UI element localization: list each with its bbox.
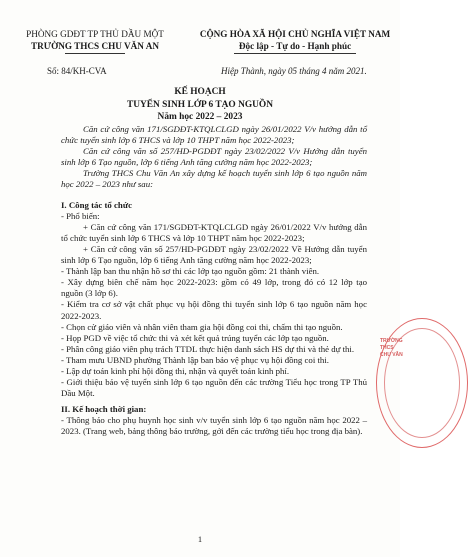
motto-underline [234, 53, 356, 54]
national-header [190, 28, 400, 54]
page-number: 1 [197, 534, 203, 544]
issuer-org: PHÒNG GDĐT TP THỦ DẦU MỘT [26, 29, 164, 39]
preamble-paragraph: Trường THCS Chu Văn An xây dựng kế hoạch tuyển sinh lớp 6 tạo nguồn năm học 2022 – 2023 như sau: [61, 168, 367, 190]
list-item: + Căn cứ công văn 171/SGDĐT-KTQLCLGD ngày 26/01/2022 V/v hướng dẫn tổ chức tuyển sinh lớp 6 THCS và lớp 10 THPT năm học 2022-2023; [61, 221, 367, 243]
official-seal-stamp [376, 318, 406, 448]
issuer-header [6, 28, 184, 54]
document-body [61, 124, 367, 438]
nation-name: CỘNG HÒA XÃ HỘI CHỦ NGHĨA VIỆT NAM [199, 29, 391, 39]
list-item: - Xây dựng biên chế năm học 2022-2023: gồm có 49 lớp, trong đó có 12 lớp tạo nguồn (3 lớp 6). [61, 277, 367, 299]
document-title [0, 86, 400, 124]
list-item: - Lập dự toán kinh phí hội đồng thi, nhận và quyết toán kinh phí. [61, 365, 290, 376]
list-item: - Giới thiệu bảo vệ tuyển sinh lớp 6 tạo nguồn đến các trường Tiểu học trong TP Thủ Dầu Một. [61, 377, 367, 399]
list-item: - Phân công giáo viên phụ trách TTDL thực hiện danh sách HS dự thi và thẻ dự thi. [61, 343, 355, 354]
list-item: - Phổ biến: [61, 210, 100, 221]
list-item: - Kiểm tra cơ sở vật chất phục vụ hội đồng thi tuyển sinh lớp 6 tạo nguồn năm học 2022-2023. [61, 299, 367, 321]
list-item: - Họp PGD về việc tổ chức thi và xét kết quả trúng tuyển các lớp tạo nguồn. [61, 332, 329, 343]
document-number: Số: 84/KH-CVA [47, 66, 107, 76]
issuer-school: TRƯỜNG THCS CHU VĂN AN [31, 41, 159, 51]
title-subject: TUYỂN SINH LỚP 6 TẠO NGUỒN [127, 99, 273, 110]
section-heading: II. Kế hoạch thời gian: [61, 404, 147, 415]
document-date: Hiệp Thành, ngày 05 tháng 4 năm 2021. [221, 66, 367, 76]
title-year: Năm học 2022 – 2023 [157, 112, 243, 122]
list-item: + Căn cứ công văn số 257/HD-PGDĐT ngày 23/02/2022 Về Hướng dẫn tuyển sinh lớp 6 Tạo nguồn, lớp 6 tiếng Anh tăng cường năm học 2022-2023; [61, 243, 367, 266]
section-heading: I. Công tác tổ chức [61, 199, 133, 210]
list-item: - Thông báo cho phụ huynh học sinh v/v tuyển sinh lớp 6 tạo nguồn năm học 2022 – 2023. (Trang web, bảng thông báo trường, gởi đến các trường tiểu học trong địa bàn). [61, 415, 367, 437]
seal-text: TRƯỜNG THCS CHU VĂN [380, 338, 403, 358]
nation-motto: Độc lập - Tự do - Hạnh phúc [238, 41, 352, 51]
title-kind: KẾ HOẠCH [174, 87, 226, 97]
list-item: - Thành lập ban thu nhận hồ sơ thi các lớp tạo nguồn gồm: 21 thành viên. [61, 266, 320, 277]
preamble-paragraph: Căn cứ công văn 171/SGDĐT-KTQLCLGD ngày 26/01/2022 V/v hướng dẫn tổ chức tuyển sinh lớp 6 THCS và lớp 10 THPT năm học 2022-2023; [61, 124, 367, 146]
list-item: - Tham mưu UBND phường Thành lập ban bảo vệ phục vụ hội đồng coi thi. [61, 354, 329, 365]
issuer-underline [65, 53, 125, 54]
preamble-paragraph: Căn cứ công văn số 257/HD-PGDĐT ngày 23/02/2022 V/v Hướng dẫn tuyển sinh lớp 6 Tạo nguồn, lớp 6 tiếng Anh tăng cường năm học 2022-2023; [61, 146, 367, 168]
list-item: - Chọn cử giáo viên và nhân viên tham gia hội đồng coi thi, chấm thi tạo nguồn. [61, 321, 343, 332]
